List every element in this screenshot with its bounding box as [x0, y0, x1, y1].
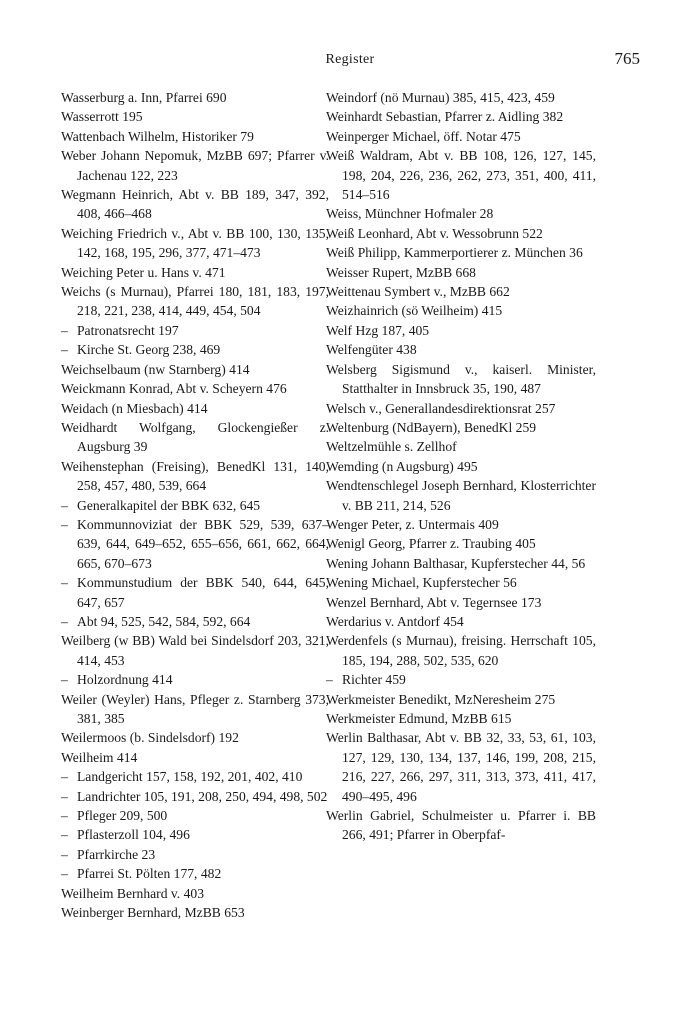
subentry-dash: –: [61, 846, 68, 862]
index-entry: Weichs (s Murnau), Pfarrei 180, 181, 183, 197, 218, 221, 238, 414, 449, 454, 504: [61, 284, 329, 319]
subentry-text: Patronatsrecht 197: [77, 322, 179, 338]
index-entry: Wasserburg a. Inn, Pfarrei 690: [61, 90, 227, 105]
subentry-text: Kirche St. Georg 238, 469: [77, 342, 221, 358]
index-subentry: [61, 612, 329, 631]
index-entry: Welf Hzg 187, 405: [326, 322, 430, 338]
subentry-dash: –: [61, 575, 68, 591]
index-subentry: [61, 515, 329, 573]
index-entry: Werlin Balthasar, Abt v. BB 32, 33, 53, 61, 103, 127, 129, 130, 134, 137, 146, 199, 208, 215, 216, 227, 266, 297, 311, 313, 373, 411, 417, 490–495, 496: [326, 730, 596, 804]
subentry-dash: –: [61, 808, 68, 824]
index-entry: Weidach (n Miesbach) 414: [61, 400, 208, 416]
index-entry: Weilheim Bernhard v. 403: [61, 885, 204, 901]
index-entry: Welsberg Sigismund v., kaiserl. Minister, Statthalter in Innsbruck 35, 190, 487: [326, 361, 596, 397]
index-entry: Weinhardt Sebastian, Pfarrer z. Aidling 382: [326, 109, 564, 125]
index-entry: Weber Johann Nepomuk, MzBB 697; Pfarrer v. Jachenau 122, 223: [61, 148, 329, 183]
subentry-text: Pfarrkirche 23: [77, 846, 156, 862]
index-entry: Wening Johann Balthasar, Kupferstecher 44, 56: [326, 555, 586, 571]
index-subentry: [326, 670, 596, 689]
index-entry: Weltenburg (NdBayern), BenedKl 259: [326, 419, 537, 435]
index-subentry: [61, 845, 329, 864]
index-entry: Welsch v., Generallandesdirektionsrat 257: [326, 400, 556, 416]
index-entry: Weittenau Symbert v., MzBB 662: [326, 284, 510, 300]
index-entry: Weindorf (nö Murnau) 385, 415, 423, 459: [326, 90, 555, 105]
index-entry: Weizhainrich (sö Weilheim) 415: [326, 303, 503, 319]
subentry-text: Generalkapitel der BBK 632, 645: [77, 497, 261, 513]
subentry-dash: –: [61, 769, 68, 785]
index-subentry: [61, 321, 329, 340]
index-entry: Weisser Rupert, MzBB 668: [326, 264, 476, 280]
index-entry: Wasserrott 195: [61, 109, 143, 125]
subentry-text: Kommunstudium der BBK 540, 644, 645, 647, 657: [77, 575, 329, 610]
index-entry: Weiß Leonhard, Abt v. Wessobrunn 522: [326, 225, 543, 241]
index-entry: Weilberg (w BB) Wald bei Sindelsdorf 203, 321, 414, 453: [61, 633, 329, 668]
subentry-dash: –: [61, 788, 68, 804]
subentry-dash: –: [61, 672, 68, 688]
index-subentry: [61, 670, 329, 689]
index-entry: Weihenstephan (Freising), BenedKl 131, 140, 258, 457, 480, 539, 664: [61, 458, 329, 494]
index-entry: Weilermoos (b. Sindelsdorf) 192: [61, 730, 239, 746]
index-entry: Weinperger Michael, öff. Notar 475: [326, 128, 521, 144]
index-entry: Werdarius v. Antdorf 454: [326, 613, 464, 629]
index-entry: Wendtenschlegel Joseph Bernhard, Klosterrichter v. BB 211, 214, 526: [326, 478, 596, 513]
index-entry: Weiß Philipp, Kammerportierer z. München 36: [326, 245, 583, 261]
index-entry: Weiler (Weyler) Hans, Pfleger z. Starnberg 373, 381, 385: [61, 691, 329, 726]
index-entry: Weltzelmühle s. Zellhof: [326, 439, 457, 455]
index-entry: Wening Michael, Kupferstecher 56: [326, 575, 517, 591]
index-subentry: [61, 787, 329, 806]
index-entry: Werlin Gabriel, Schulmeister u. Pfarrer i. BB 266, 491; Pfarrer in Oberpfaf-: [326, 808, 596, 843]
index-entry: Weinberger Bernhard, MzBB 653: [61, 905, 245, 921]
index-subentry: [61, 806, 329, 825]
index-subentry: [61, 340, 329, 359]
index-subentry: [61, 496, 329, 515]
index-entry: Welfengüter 438: [326, 342, 417, 358]
subentry-text: Landrichter 105, 191, 208, 250, 494, 498, 502: [77, 788, 328, 804]
subentry-dash: –: [61, 827, 68, 843]
subentry-text: Kommunnoviziat der BBK 529, 539, 637–639, 644, 649–652, 655–656, 661, 662, 664, 665, 670–673: [77, 516, 329, 571]
subentry-text: Abt 94, 525, 542, 584, 592, 664: [77, 613, 251, 629]
index-entry: Wemding (n Augsburg) 495: [326, 458, 478, 474]
subentry-text: Pfarrei St. Pölten 177, 482: [77, 866, 222, 882]
index-entry: Wegmann Heinrich, Abt v. BB 189, 347, 392, 408, 466–468: [61, 187, 329, 222]
index-entry: Wattenbach Wilhelm, Historiker 79: [61, 128, 254, 144]
index-entry: Weidhardt Wolfgang, Glockengießer z. Augsburg 39: [61, 419, 329, 455]
index-column-right: [326, 88, 596, 845]
index-entry: Werkmeister Benedikt, MzNeresheim 275: [326, 691, 556, 707]
index-entry: Weichselbaum (nw Starnberg) 414: [61, 361, 250, 377]
running-title: Register: [325, 52, 375, 67]
index-entry: Weiching Peter u. Hans v. 471: [61, 264, 226, 280]
subentry-dash: –: [61, 613, 68, 629]
subentry-text: Holzordnung 414: [77, 672, 173, 688]
index-subentry: [61, 573, 329, 612]
subentry-dash: –: [61, 497, 68, 513]
subentry-dash: –: [61, 866, 68, 882]
subentry-dash: –: [61, 322, 68, 338]
subentry-dash: –: [326, 672, 333, 688]
index-entry: Wenzel Bernhard, Abt v. Tegernsee 173: [326, 594, 542, 610]
subentry-text: Pfleger 209, 500: [77, 808, 168, 824]
index-entry: Weickmann Konrad, Abt v. Scheyern 476: [61, 381, 287, 397]
index-entry: Werkmeister Edmund, MzBB 615: [326, 711, 512, 726]
index-subentry: [61, 767, 329, 786]
index-entry: Weiß Waldram, Abt v. BB 108, 126, 127, 145, 198, 204, 226, 236, 262, 273, 351, 400, 411, 514–516: [326, 148, 596, 203]
index-entry: Weiching Friedrich v., Abt v. BB 100, 130, 135, 142, 168, 195, 296, 377, 471–473: [61, 225, 329, 261]
index-entry: Weilheim 414: [61, 749, 138, 765]
index-subentry: [61, 825, 329, 844]
subentry-text: Richter 459: [342, 672, 406, 688]
index-entry: Wenger Peter, z. Untermais 409: [326, 516, 499, 532]
index-entry: Weiss, Münchner Hofmaler 28: [326, 206, 494, 222]
index-entry: Werdenfels (s Murnau), freising. Herrschaft 105, 185, 194, 288, 502, 535, 620: [326, 633, 596, 668]
index-subentry: [61, 864, 329, 883]
page-number: 765: [614, 49, 640, 68]
subentry-text: Landgericht 157, 158, 192, 201, 402, 410: [77, 769, 303, 785]
subentry-dash: –: [61, 342, 68, 358]
subentry-text: Pflasterzoll 104, 496: [77, 827, 190, 843]
index-column-left: [61, 88, 329, 922]
index-entry: Wenigl Georg, Pfarrer z. Traubing 405: [326, 536, 536, 552]
subentry-dash: –: [61, 516, 68, 532]
running-header: [60, 49, 640, 72]
